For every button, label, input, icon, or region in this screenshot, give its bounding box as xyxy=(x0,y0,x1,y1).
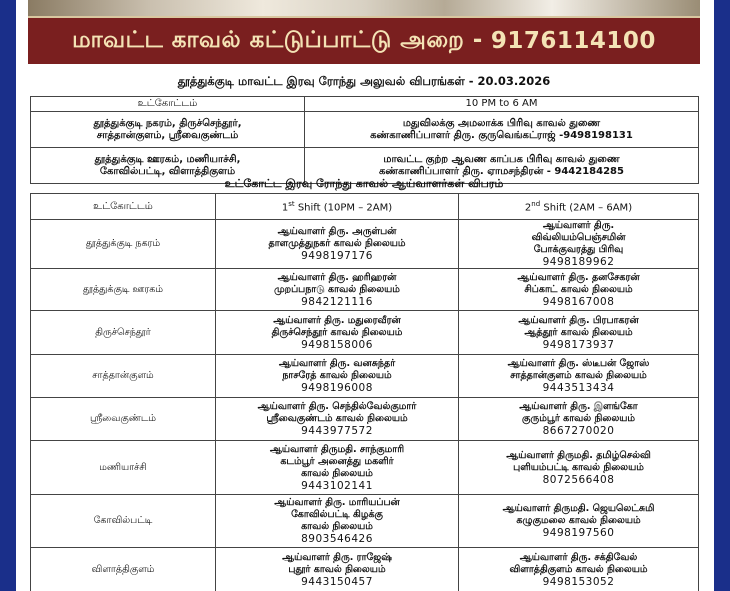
officer-line: ஸ்ரீவைகுண்டம் காவல் நிலையம் xyxy=(266,413,408,424)
officer-cell: மாவட்ட குற்ற ஆவண காப்பக பிரிவு காவல் துணை கண்காணிப்பாளர் திரு. ஏாமசந்திரன் - 9442184285 xyxy=(305,148,699,184)
officer-cell: மதுவிலக்கு அமலாக்க பிரிவு காவல் துணை கண்காணிப்பாளர் திரு. குருவெங்கட்ராஜ் -9498198131 xyxy=(305,112,699,148)
officer-line: ஆய்வாளர் திரு. வனசுந்தர் xyxy=(278,358,396,369)
shift-2-officer-cell xyxy=(459,441,699,495)
subdivision-cell: தூத்துக்குடி நகரம், திருச்செந்தூர், சாத்தான்குளம், ஸ்ரீவைகுண்டம் xyxy=(31,112,305,148)
subdivision-cell: விளாத்திகுளம் xyxy=(31,548,216,591)
officer-phone: 8072566408 xyxy=(542,473,615,486)
officer-line: ஆய்வாளர் திரு. ஹரிஹரன் xyxy=(277,271,397,283)
header-subdivision: உட்கோட்டம் xyxy=(31,97,305,112)
officer-line: தாளமுத்துநகர் காவல் நிலையம் xyxy=(268,238,406,249)
section-title: உட்கோட்ட இரவு ரோந்து காவல் ஆய்வாளர்கள் விபரம் xyxy=(224,177,504,190)
officer-line: ஆய்வாளர் திரு. xyxy=(542,220,615,231)
table-row xyxy=(31,398,699,441)
officer-line: ஆய்வாளர் திரு. இளங்கோ xyxy=(519,401,638,412)
officer-phone: 9443150457 xyxy=(301,575,373,588)
shift-2-officer-cell xyxy=(459,269,699,311)
officer-line: கோவில்பட்டி கிழக்கு xyxy=(291,509,383,520)
table-row xyxy=(31,441,699,495)
shift-1-officer-cell xyxy=(216,495,459,548)
subdivision-cell: சாத்தான்குளம் xyxy=(31,355,216,398)
officer-line: ஆய்வாளர் திரு. செந்தில்வேல்குமார் xyxy=(257,401,417,412)
subdivision-cell: தூத்துக்குடி ஊரகம், மணியாச்சி, கோவில்பட்டி, விளாத்திகுளம் xyxy=(31,148,305,184)
table-row xyxy=(31,112,699,148)
officer-line: ஆய்வாளர் திரு. பிரபாகரன் xyxy=(518,314,639,326)
officer-line: ஆய்வாளர் திருமதி. தமிழ்செல்வி xyxy=(506,449,651,461)
officer-phone: 9443513434 xyxy=(542,382,615,394)
night-patrol-dsp-table xyxy=(30,96,699,184)
officer-line: நாசரேத் காவல் நிலையம் xyxy=(282,370,392,381)
officer-line: ஆய்வாளர் திருமதி. சாந்குமாரி xyxy=(269,443,405,455)
officer-line: கடம்பூர் அனைத்து மகளிர் xyxy=(280,455,394,467)
shift-1-officer-cell xyxy=(216,269,459,311)
officer-line: காவல் நிலையம் xyxy=(301,521,373,532)
officer-line: திருச்செந்தூர் காவல் நிலையம் xyxy=(271,326,403,338)
table-row xyxy=(31,311,699,355)
inspector-shift-table xyxy=(30,193,699,591)
officer-line: ஆய்வாளர் திரு. மதுரைவீரன் xyxy=(273,314,401,326)
officer-line: காவல் நிலையம் xyxy=(301,467,373,479)
table-row xyxy=(31,548,699,591)
shift-1-officer-cell xyxy=(216,398,459,441)
table-row xyxy=(31,495,699,548)
officer-phone: 9498189962 xyxy=(542,256,615,268)
officer-phone: 9498173937 xyxy=(542,338,615,351)
officer-phone: 9443102141 xyxy=(301,479,373,492)
subdivision-cell: மணியாச்சி xyxy=(31,441,216,495)
officer-line: ஆய்வாளர் திரு. சக்திவேல் xyxy=(519,551,638,563)
header-photo xyxy=(28,0,700,16)
officer-line: சாத்தான்குளம் காவல் நிலையம் xyxy=(510,370,647,381)
table-row xyxy=(31,355,699,398)
shift-1-officer-cell xyxy=(216,548,459,591)
table-row xyxy=(31,220,699,269)
officer-line: ஆய்வாளர் திரு. ராஜேஷ் xyxy=(282,551,392,563)
officer-line: ஆத்தூர் காவல் நிலையம் xyxy=(524,326,633,338)
officer-phone: 9498197176 xyxy=(301,250,373,262)
shift-2-officer-cell xyxy=(459,355,699,398)
table-header-row xyxy=(31,97,699,112)
shift-1-officer-cell xyxy=(216,441,459,495)
table-row xyxy=(31,269,699,311)
subdivision-cell: ஸ்ரீவைகுண்டம் xyxy=(31,398,216,441)
document-subtitle: தூத்துக்குடி மாவட்ட இரவு ரோந்து அலுவல் விபரங்கள் - 20.03.2026 xyxy=(177,74,551,88)
officer-line: விளாத்திகுளம் காவல் நிலையம் xyxy=(509,563,648,575)
shift-2-officer-cell xyxy=(459,495,699,548)
officer-phone: 9498196008 xyxy=(301,382,373,394)
control-room-banner xyxy=(28,16,700,64)
officer-line: ஆய்வாளர் திரு. தனசேகரன் xyxy=(517,271,640,283)
shift-2-officer-cell xyxy=(459,548,699,591)
officer-line: புளியம்பட்டி காவல் நிலையம் xyxy=(513,461,644,473)
officer-phone: 9498158006 xyxy=(301,338,373,351)
officer-line: ஆய்வாளர் திரு. அருள்பன் xyxy=(277,226,397,237)
subdivision-cell: கோவில்பட்டி xyxy=(31,495,216,548)
officer-line: புதூர் காவல் நிலையம் xyxy=(288,563,386,575)
shift-1-officer-cell xyxy=(216,311,459,355)
officer-phone: 9498197560 xyxy=(542,527,615,539)
officer-line: ஆய்வாளர் திரு. மாரியப்பன் xyxy=(274,497,400,508)
officer-line: ஆய்வாளர் திருமதி. ஜெயலெட்சுமி xyxy=(502,503,655,514)
shift-1-officer-cell xyxy=(216,220,459,269)
shift-1-officer-cell xyxy=(216,355,459,398)
officer-line: போக்குவரத்து பிரிவு xyxy=(533,244,624,255)
header-shift-2: 2nd Shift (2AM – 6AM) xyxy=(459,194,699,220)
subdivision-cell: தூத்துக்குடி நகரம் xyxy=(31,220,216,269)
officer-phone: 8903546426 xyxy=(301,533,373,545)
subdivision-cell: தூத்துக்குடி ஊரகம் xyxy=(31,269,216,311)
officer-line: விவ்லியம்பெஞ்சமின் xyxy=(531,232,626,243)
subdivision-cell: திருச்செந்தூர் xyxy=(31,311,216,355)
officer-phone: 9443977572 xyxy=(301,425,373,437)
document-page xyxy=(16,0,714,591)
officer-line: கழுகுமலை காவல் நிலையம் xyxy=(516,515,641,526)
officer-line: குரும்பூர் காவல் நிலையம் xyxy=(522,413,635,424)
banner-phone: 9176114100 xyxy=(490,28,656,54)
officer-phone: 8667270020 xyxy=(542,425,615,437)
header-time: 10 PM to 6 AM xyxy=(305,97,699,112)
shift-2-officer-cell xyxy=(459,398,699,441)
banner-title: மாவட்ட காவல் கட்டுப்பாட்டு அறை - xyxy=(72,26,483,53)
officer-phone: 9842121116 xyxy=(301,295,373,308)
officer-line: முறப்பநாடு காவல் நிலையம் xyxy=(274,283,400,295)
officer-line: ஆய்வாளர் திரு. ஸ்டீபன் ஜோஸ் xyxy=(507,358,650,369)
shift-2-officer-cell xyxy=(459,220,699,269)
shift-2-officer-cell xyxy=(459,311,699,355)
header-shift-1: 1st Shift (10PM – 2AM) xyxy=(216,194,459,220)
officer-line: சிப்காட் காவல் நிலையம் xyxy=(524,283,633,295)
officer-phone: 9498153052 xyxy=(542,575,615,588)
officer-phone: 9498167008 xyxy=(542,295,615,308)
header-subdivision: உட்கோட்டம் xyxy=(31,194,216,220)
table-header-row xyxy=(31,194,699,220)
